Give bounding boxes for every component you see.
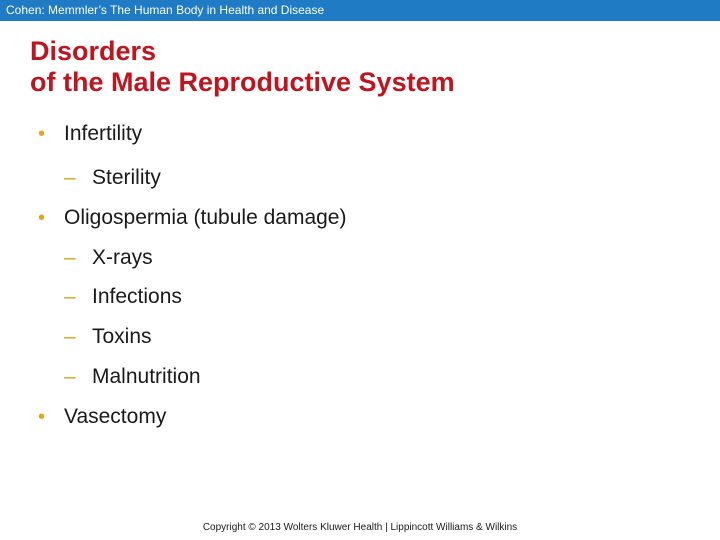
dash-marker: – <box>64 365 76 388</box>
bullet-item <box>32 402 166 432</box>
dash-marker: – <box>64 166 76 189</box>
dash-marker: – <box>64 325 76 348</box>
bullet-text: X-rays <box>92 246 153 269</box>
sub-bullet-item <box>64 322 152 352</box>
slide-title-line-2: of the Male Reproductive System <box>30 67 455 97</box>
bullet-marker: • <box>38 123 46 145</box>
bullet-text: Toxins <box>92 325 152 348</box>
sub-bullet-item <box>64 163 161 193</box>
bullet-item <box>32 119 142 149</box>
bullet-text: Infections <box>92 285 182 308</box>
slide-title <box>30 36 455 98</box>
bullet-text: Malnutrition <box>92 365 201 388</box>
sub-bullet-item <box>64 362 201 392</box>
dash-marker: – <box>64 246 76 269</box>
bullet-text: Oligospermia (tubule damage) <box>64 206 347 229</box>
bullet-text: Vasectomy <box>64 405 167 428</box>
bullet-text: Sterility <box>92 166 161 189</box>
bullet-marker: • <box>38 207 46 229</box>
sub-bullet-item <box>64 243 153 273</box>
bullet-item <box>32 203 346 233</box>
sub-bullet-item <box>64 282 182 312</box>
dash-marker: – <box>64 285 76 308</box>
slide-title-line-1: Disorders <box>30 36 157 66</box>
copyright-footer: Copyright © 2013 Wolters Kluwer Health | Lippincott Williams & Wilkins <box>202 522 518 533</box>
bullet-marker: • <box>38 406 46 428</box>
header-text: Cohen: Memmler’s The Human Body in Health and Disease <box>6 3 325 17</box>
header-bar <box>0 0 720 21</box>
bullet-text: Infertility <box>64 122 143 145</box>
